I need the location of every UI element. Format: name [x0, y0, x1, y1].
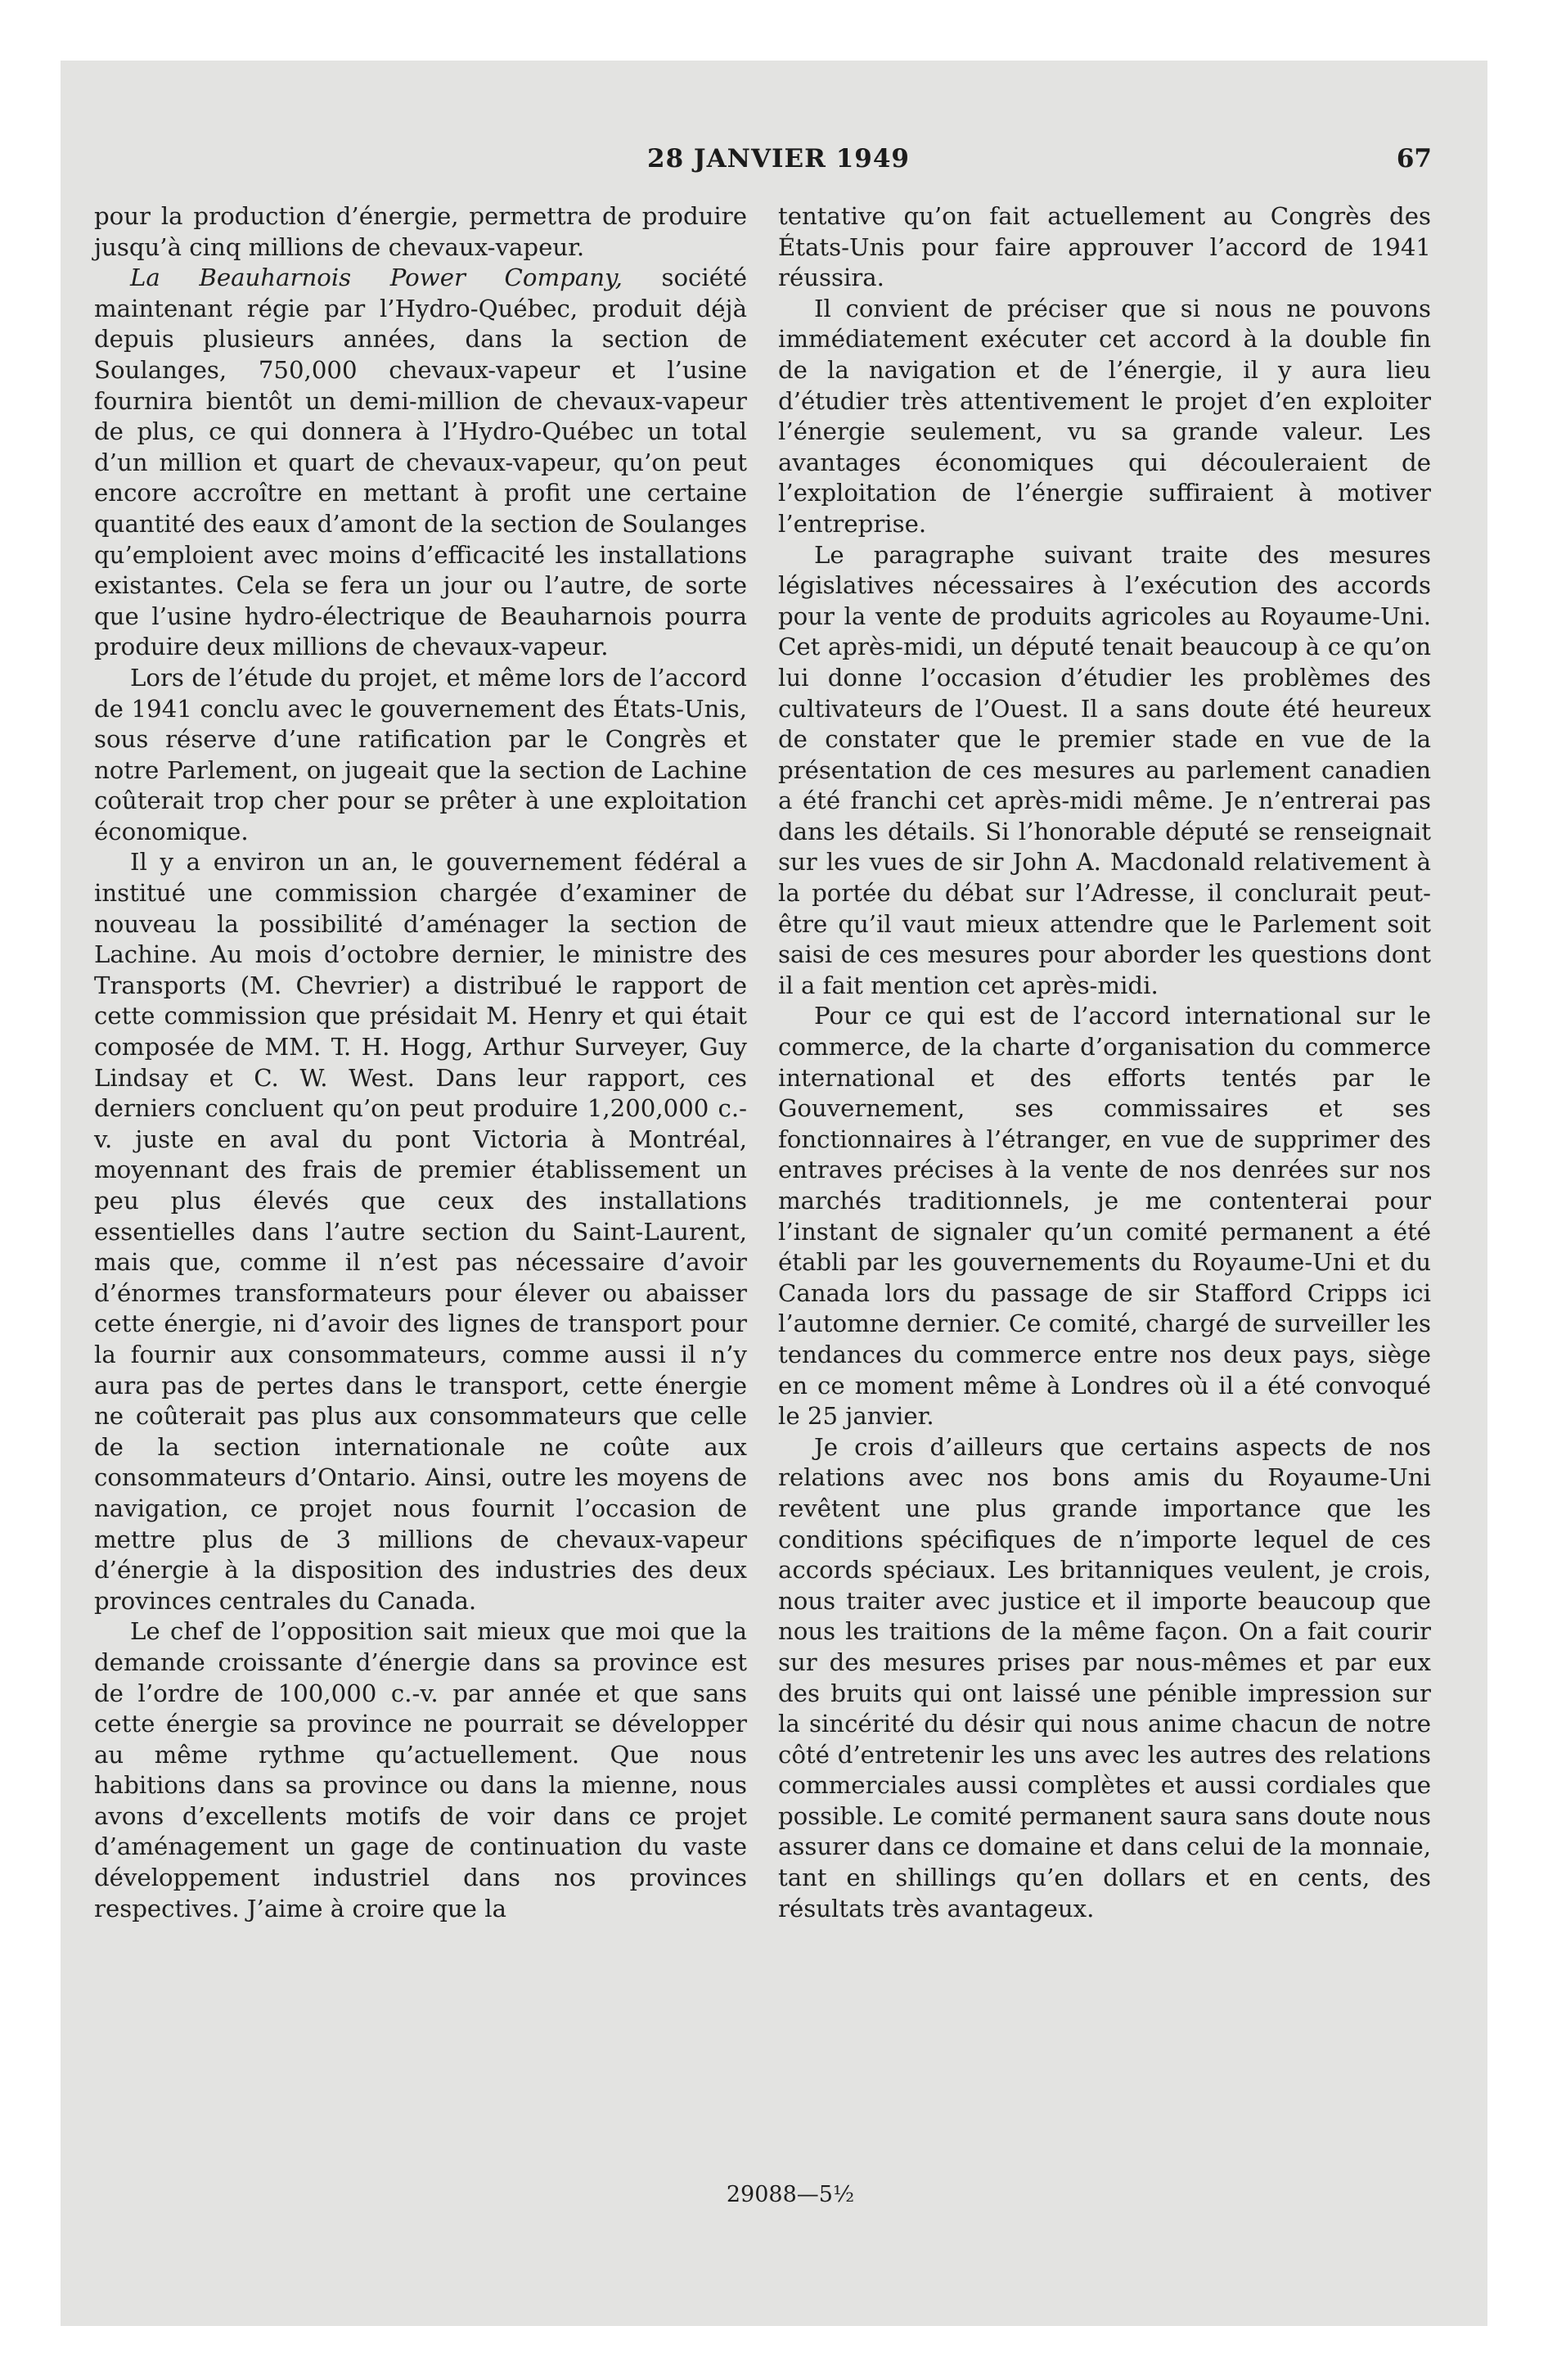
paragraph: Le paragraphe suivant traite des mesures législatives nécessaires à l’exécution des accords pour la vente de produits agricoles au Royaume-Uni. Cet après-midi, un député tenait beaucoup à ce qu’on lui donne l’occasion d’étudier les problèmes des cultivateurs de l’Ouest. Il a sans doute été heureux de constater que le premier stade en vue de la présentation de ces mesures au parlement canadien a été franchi cet après-midi même. Je n’entrerai pas dans les détails. Si l’honorable député se renseignait sur les vues de sir John A. Macdonald relativement à la portée du débat sur l’Adresse, il conclurait peut-être qu’il vaut mieux attendre que le Parlement soit saisi de ces mesures pour aborder les questions dont il a fait mention cet après-midi.	[778, 540, 1431, 999]
paragraph: Le chef de l’opposition sait mieux que moi que la demande croissante d’énergie dans sa province est de l’ordre de 100,000 c.-v. par année et que sans cette énergie sa province ne pourrait se développer au même rythme qu’actuellement. Que nous habitions dans sa province ou dans la mienne, nous avons d’excellents motifs de voir dans ce projet d’aménagement un gage de continuation du vaste développement industriel dans nos provinces respectives. J’aime à croire que la	[94, 1617, 747, 1922]
company-name: La Beauharnois Power Company,	[130, 264, 623, 292]
page-header	[97, 144, 1432, 177]
paragraph-text: société maintenant régie par l’Hydro-Québec, produit déjà depuis plusieurs années, dans la section de Soulanges, 750,000 chevaux-vapeur et l’usine fournira bientôt un demi-million de chevaux-vapeur de plus, ce qui donnera à l’Hydro-Québec un total d’un million et quart de chevaux-vapeur, qu’on peut encore accroître en mettant à profit une certaine quantité des eaux d’amont de la section de Soulanges qu’emploient avec moins d’efficacité les installations existantes. Cela se fera un jour ou l’autre, de sorte que l’usine hydro-électrique de Beauharnois pourra produire deux millions de chevaux-vapeur.	[94, 264, 747, 661]
page-number: 67	[1396, 144, 1432, 174]
printer-signature: 29088—5½	[726, 2182, 855, 2207]
paragraph: Il y a environ un an, le gouvernement fédéral a institué une commission chargée d’examiner de nouveau la possibilité d’aménager la section de Lachine. Au mois d’octobre dernier, le ministre des Transports (M. Chevrier) a distribué le rapport de cette commission que présidait M. Henry et qui était composée de MM. T. H. Hogg, Arthur Surveyer, Guy Lindsay et C. W. West. Dans leur rapport, ces derniers concluent qu’on peut produire 1,200,000 c.-v. juste en aval du pont Victoria à Montréal, moyennant des frais de premier établissement un peu plus élevés que ceux des installations essentielles dans l’autre section du Saint-Laurent, mais que, comme il n’est pas nécessaire d’avoir d’énormes transformateurs pour élever ou abaisser cette énergie, ni d’avoir des lignes de transport pour la fournir aux consommateurs, comme aussi il n’y aura pas de pertes dans le transport, cette énergie ne coûterait pas plus aux consommateurs que celle de la section internationale ne coûte aux consommateurs d’Ontario. Ainsi, outre les moyens de navigation, ce projet nous fournit l’occasion de mettre plus de 3 millions de chevaux-vapeur d’énergie à la disposition des industries des deux provinces centrales du Canada.	[94, 848, 747, 1615]
paragraph: Il convient de préciser que si nous ne pouvons immédiatement exécuter cet accord à la double fin de la navigation et de l’énergie, il y aura lieu d’étudier très attentivement le projet d’en exploiter l’énergie seulement, vu sa grande valeur. Les avantages économiques qui découleraient de l’exploitation de l’énergie suffiraient à motiver l’entreprise.	[778, 294, 1431, 538]
page-footer	[0, 2182, 1548, 2207]
paragraph: Lors de l’étude du projet, et même lors de l’accord de 1941 conclu avec le gouvernement des États-Unis, sous réserve d’une ratification par le Congrès et notre Parlement, on jugeait que la section de Lachine coûterait trop cher pour se prêter à une exploitation économique.	[94, 663, 747, 845]
right-column	[778, 201, 1431, 1924]
paragraph: Pour ce qui est de l’accord international sur le commerce, de la charte d’organisation du commerce international et des efforts tentés par le Gouvernement, ses commissaires et ses fonctionnaires à l’étranger, en vue de supprimer des entraves précises à la vente de nos denrées sur nos marchés traditionnels, je me contenterai pour l’instant de signaler qu’un comité permanent a été établi par les gouvernements du Royaume-Uni et du Canada lors du passage de sir Stafford Cripps ici l’automne dernier. Ce comité, chargé de surveiller les tendances du commerce entre nos deux pays, siège en ce moment même à Londres où il a été convoqué le 25 janvier.	[778, 1002, 1431, 1431]
paragraph: tentative qu’on fait actuellement au Congrès des États-Unis pour faire approuver l’accord de 1941 réussira.	[778, 202, 1431, 292]
paragraph	[94, 263, 747, 663]
left-column	[94, 201, 747, 1924]
paragraph: pour la production d’énergie, permettra de produire jusqu’à cinq millions de chevaux-vapeur.	[94, 202, 747, 261]
paragraph: Je crois d’ailleurs que certains aspects de nos relations avec nos bons amis du Royaume-Uni revêtent une plus grande importance que les conditions spécifiques de n’importe lequel de ces accords spéciaux. Les britanniques veulent, je crois, nous traiter avec justice et il importe beaucoup que nous les traitions de la même façon. On a fait courir sur des mesures prises par nous-mêmes et par eux des bruits qui ont laissé une pénible impression sur la sincérité du désir qui nous anime chacun de notre côté d’entretenir les uns avec les autres des relations commerciales aussi complètes et aussi cordiales que possible. Le comité permanent saura sans doute nous assurer dans ce domaine et dans celui de la monnaie, tant en shillings qu’en dollars et en cents, des résultats très avantageux.	[778, 1432, 1431, 1922]
header-date: 28 JANVIER 1949	[647, 144, 911, 174]
